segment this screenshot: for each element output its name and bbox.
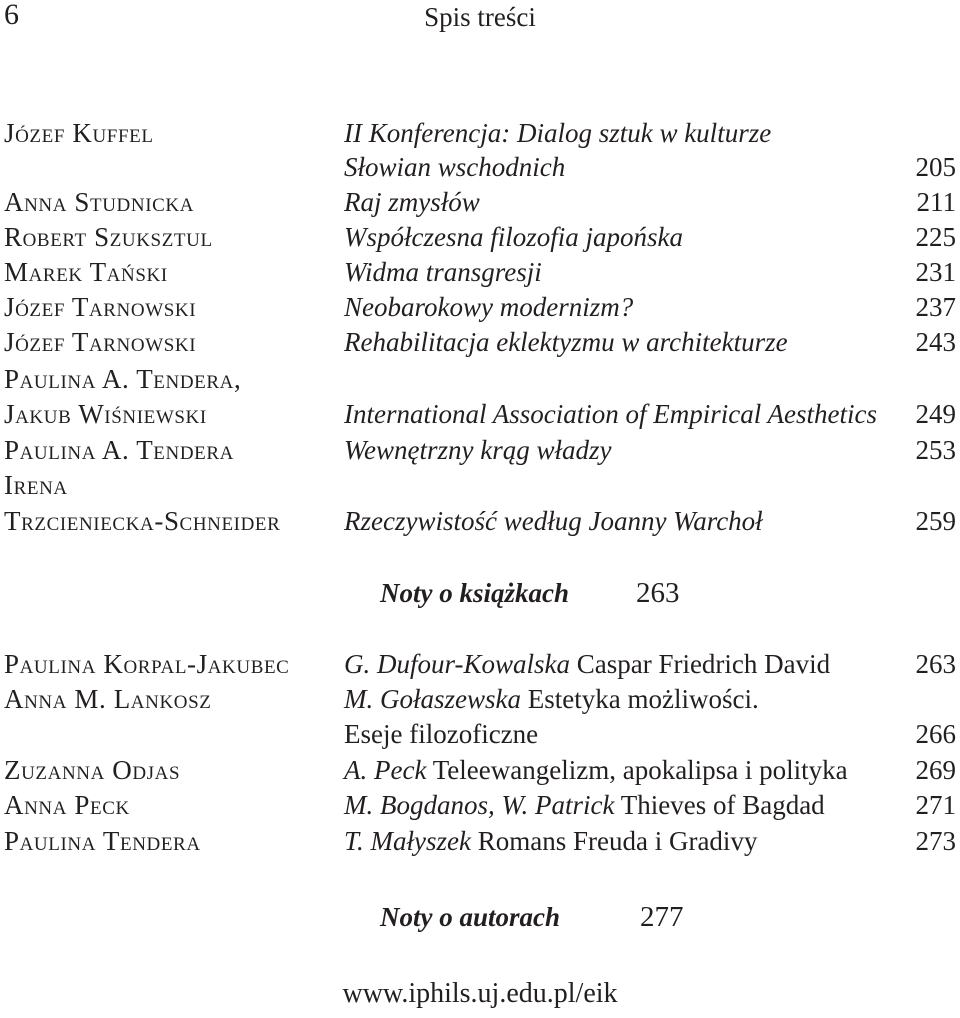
toc-entry: [0, 255, 960, 289]
section-title: Noty o autorach: [380, 902, 561, 932]
entry-title: Raj zmysłów: [344, 187, 480, 217]
entry-author: Irena: [4, 470, 68, 500]
entry-page: 211: [916, 187, 956, 217]
toc-entry: [0, 433, 960, 467]
review-entry: [0, 788, 960, 822]
reviewed-author: A. Peck: [344, 755, 427, 785]
reviewed-work: Estetyka możliwości.: [521, 684, 759, 714]
toc-entry: [0, 397, 960, 431]
review-page: 266: [915, 719, 956, 749]
review-title: [344, 788, 825, 822]
entry-page: 253: [915, 435, 956, 465]
review-author: Paulina Tendera: [4, 826, 201, 856]
entry-author: Józef Tarnowski: [4, 292, 197, 322]
section-title: Noty o książkach: [380, 578, 569, 608]
entry-title: Słowian wschodnich: [344, 152, 566, 182]
toc-entry: [0, 504, 960, 538]
reviewed-author: G. Dufour-Kowalska: [344, 649, 570, 679]
page-number: 6: [4, 0, 19, 31]
entry-page: 259: [915, 506, 956, 536]
section-page: 277: [640, 901, 684, 933]
toc-entry: [0, 325, 960, 359]
entry-title: Widma transgresji: [344, 257, 542, 287]
review-entry: [0, 753, 960, 787]
reviewed-author: T. Małyszek: [344, 826, 471, 856]
review-entry: [0, 647, 960, 681]
entry-author: Marek Tański: [4, 257, 168, 287]
entry-title: Wewnętrzny krąg władzy: [344, 435, 612, 465]
reviewed-work: Thieves of Bagdad: [614, 790, 825, 820]
section-heading-authors: [0, 900, 960, 934]
reviewed-author: M. Gołaszewska: [344, 684, 521, 714]
entry-author: Jakub Wiśniewski: [4, 399, 207, 429]
entry-author: Paulina A. Tendera: [4, 435, 234, 465]
entry-title: Neobarokowy modernizm?: [344, 292, 634, 322]
reviewed-work: Eseje filozoficzne: [344, 719, 539, 749]
entry-author: Trzcieniecka-Schneider: [4, 506, 281, 536]
reviewed-work: Teleewangelizm, apokalipsa i polityka: [426, 755, 848, 785]
running-head: Spis treści: [424, 2, 536, 32]
entry-page: 205: [915, 152, 956, 182]
review-page: 263: [915, 649, 956, 679]
reviewed-author: M. Bogdanos, W. Patrick: [344, 790, 615, 820]
review-entry: [0, 824, 960, 858]
section-heading-books: [0, 576, 960, 610]
review-author: Anna M. Lankosz: [4, 684, 212, 714]
toc-entry: [0, 290, 960, 324]
entry-author: Anna Studnicka: [4, 187, 195, 217]
review-author: Zuzanna Odjas: [4, 755, 181, 785]
entry-page: 243: [915, 327, 956, 357]
entry-author: Józef Kuffel: [4, 118, 154, 148]
toc-entry: [0, 116, 960, 150]
entry-author: Józef Tarnowski: [4, 327, 197, 357]
review-page: 269: [915, 755, 956, 785]
reviewed-work: Romans Freuda i Gradivy: [470, 826, 758, 856]
review-title: [344, 647, 830, 681]
entry-title: II Konferencja: Dialog sztuk w kulturze: [344, 118, 772, 148]
review-author: Anna Peck: [4, 790, 130, 820]
review-author: Paulina Korpal-Jakubec: [4, 649, 290, 679]
entry-title: Rehabilitacja eklektyzmu w architekturze: [344, 327, 788, 357]
review-entry: [0, 682, 960, 716]
review-page: 271: [915, 790, 956, 820]
review-entry: [0, 717, 960, 751]
section-page: 263: [636, 577, 680, 609]
toc-entry: [0, 362, 960, 396]
entry-author: Paulina A. Tendera,: [4, 364, 242, 394]
entry-title: International Association of Empirical Aesthetics: [344, 399, 877, 429]
entry-page: 249: [915, 399, 956, 429]
reviewed-work: Caspar Friedrich David: [569, 649, 831, 679]
entry-page: 237: [915, 292, 956, 322]
entry-author: Robert Szuksztul: [4, 222, 213, 252]
review-page: 273: [915, 826, 956, 856]
toc-entry: [0, 185, 960, 219]
toc-entry: [0, 468, 960, 502]
review-title: [344, 824, 757, 858]
entry-page: 231: [915, 257, 956, 287]
review-title: [344, 717, 538, 751]
entry-title: Rzeczywistość według Joanny Warchoł: [344, 506, 763, 536]
review-title: [344, 753, 848, 787]
entry-page: 225: [915, 222, 956, 252]
toc-entry: [0, 150, 960, 184]
footer-url: www.iphils.uj.edu.pl/eik: [342, 978, 618, 1009]
toc-entry: [0, 220, 960, 254]
review-title: [344, 682, 759, 716]
entry-title: Współczesna filozofia japońska: [344, 222, 683, 252]
